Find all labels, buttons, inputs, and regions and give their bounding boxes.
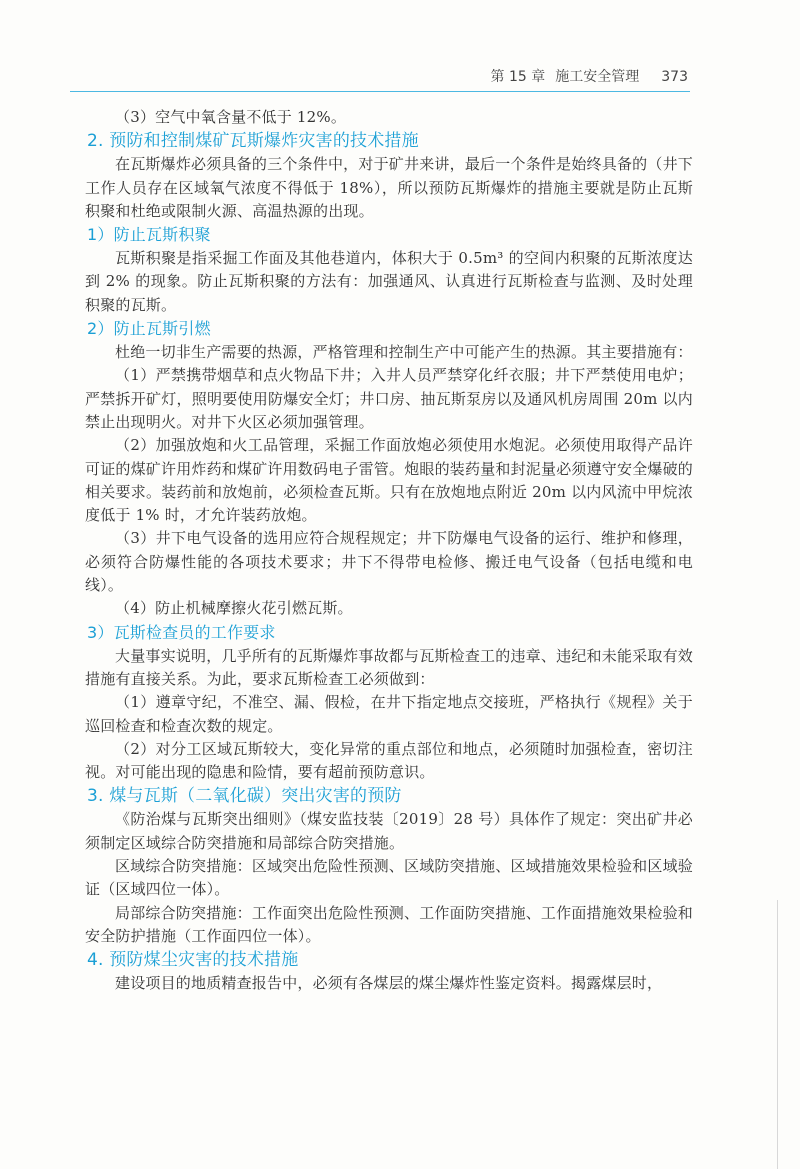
paragraph: 杜绝一切非生产需要的热源，严格管理和控制生产中可能产生的热源。其主要措施有： (115, 343, 693, 362)
subsection-heading: 2）防止瓦斯引燃 (87, 319, 211, 339)
paragraph: （1）遵章守纪，不准空、漏、假检，在井下指定地点交接班，严格执行《规程》关于巡回检查和检查次数的规定。 (85, 693, 693, 735)
page-number: 373 (661, 69, 688, 85)
paragraph: 局部综合防突措施：工作面突出危险性预测、工作面防突措施、工作面措施效果检验和安全防护措施（工作面四位一体）。 (85, 903, 693, 945)
paragraph: 区域综合防突措施：区域突出危险性预测、区域防突措施、区域措施效果检验和区域验证（区域四位一体）。 (85, 857, 693, 899)
paragraph: 大量事实说明，几乎所有的瓦斯爆炸事故都与瓦斯检查工的违章、违纪和未能采取有效措施有直接关系。为此，要求瓦斯检查工必须做到： (85, 646, 693, 688)
paragraph: 瓦斯积聚是指采掘工作面及其他巷道内，体积大于 0.5m³ 的空间内积聚的瓦斯浓度达到 2% 的现象。防止瓦斯积聚的方法有：加强通风、认真进行瓦斯检查与监测、及时处理积聚的瓦斯。 (85, 249, 693, 314)
paragraph: （2）对分工区域瓦斯较大，变化异常的重点部位和地点，必须随时加强检查，密切注视。对可能出现的隐患和险情，要有超前预防意识。 (85, 739, 693, 782)
paragraph: 《防治煤与瓦斯突出细则》（煤安监技装〔2019〕28 号）具体作了规定：突出矿井必须制定区域综合防突措施和局部综合防突措施。 (85, 810, 693, 852)
paragraph: （3）空气中氧含量不低于 12%。 (115, 108, 347, 126)
page-header (0, 0, 800, 100)
page-body (85, 106, 693, 996)
header-rule (70, 91, 690, 92)
paragraph: （4）防止机械摩擦火花引燃瓦斯。 (115, 599, 353, 618)
paragraph: 在瓦斯爆炸必须具备的三个条件中，对于矿井来讲，最后一个条件是始终具备的（井下工作人员存在区域氧气浓度不得低于 18%），所以预防瓦斯爆炸的措施主要就是防止瓦斯积聚和杜绝或限制火源、高温热源的出现。 (85, 155, 693, 220)
paragraph: （3）井下电气设备的选用应符合规程规定；井下防爆电气设备的运行、维护和修理，必须符合防爆性能的各项技术要求；井下不得带电检修、搬迁电气设备（包括电缆和电线）。 (85, 529, 693, 595)
section-heading: 4. 预防煤尘灾害的技术措施 (87, 950, 299, 971)
chapter-title: 施工安全管理 (555, 69, 640, 85)
paragraph: 建设项目的地质精查报告中，必须有各煤层的煤尘爆炸性鉴定资料。揭露煤层时， (115, 974, 663, 993)
page-edge-line (777, 900, 778, 1169)
chapter-label: 第 15 章 (490, 69, 546, 85)
section-heading: 2. 预防和控制煤矿瓦斯爆炸灾害的技术措施 (87, 131, 419, 152)
paragraph: （1）严禁携带烟草和点火物品下井；入井人员严禁穿化纤衣服；井下严禁使用电炉；严禁拆开矿灯，照明要使用防爆安全灯；井口房、抽瓦斯泵房以及通风机房周围 20m 以内禁止出现明火。对井下火区必须加强管理。 (85, 366, 693, 431)
running-head (481, 66, 688, 86)
subsection-heading: 1）防止瓦斯积聚 (87, 225, 211, 245)
paragraph: （2）加强放炮和火工品管理，采掘工作面放炮必须使用水炮泥。必须使用取得产品许可证的煤矿许用炸药和煤矿许用数码电子雷管。炮眼的装药量和封泥量必须遵守安全爆破的相关要求。装药前和放炮前，必须检查瓦斯。只有在放炮地点附近 20m 以内风流中甲烷浓度低于 1% 时，才允许装药放炮。 (85, 436, 694, 525)
subsection-heading: 3）瓦斯检查员的工作要求 (87, 622, 276, 642)
section-heading: 3. 煤与瓦斯（二氧化碳）突出灾害的预防 (87, 786, 402, 807)
